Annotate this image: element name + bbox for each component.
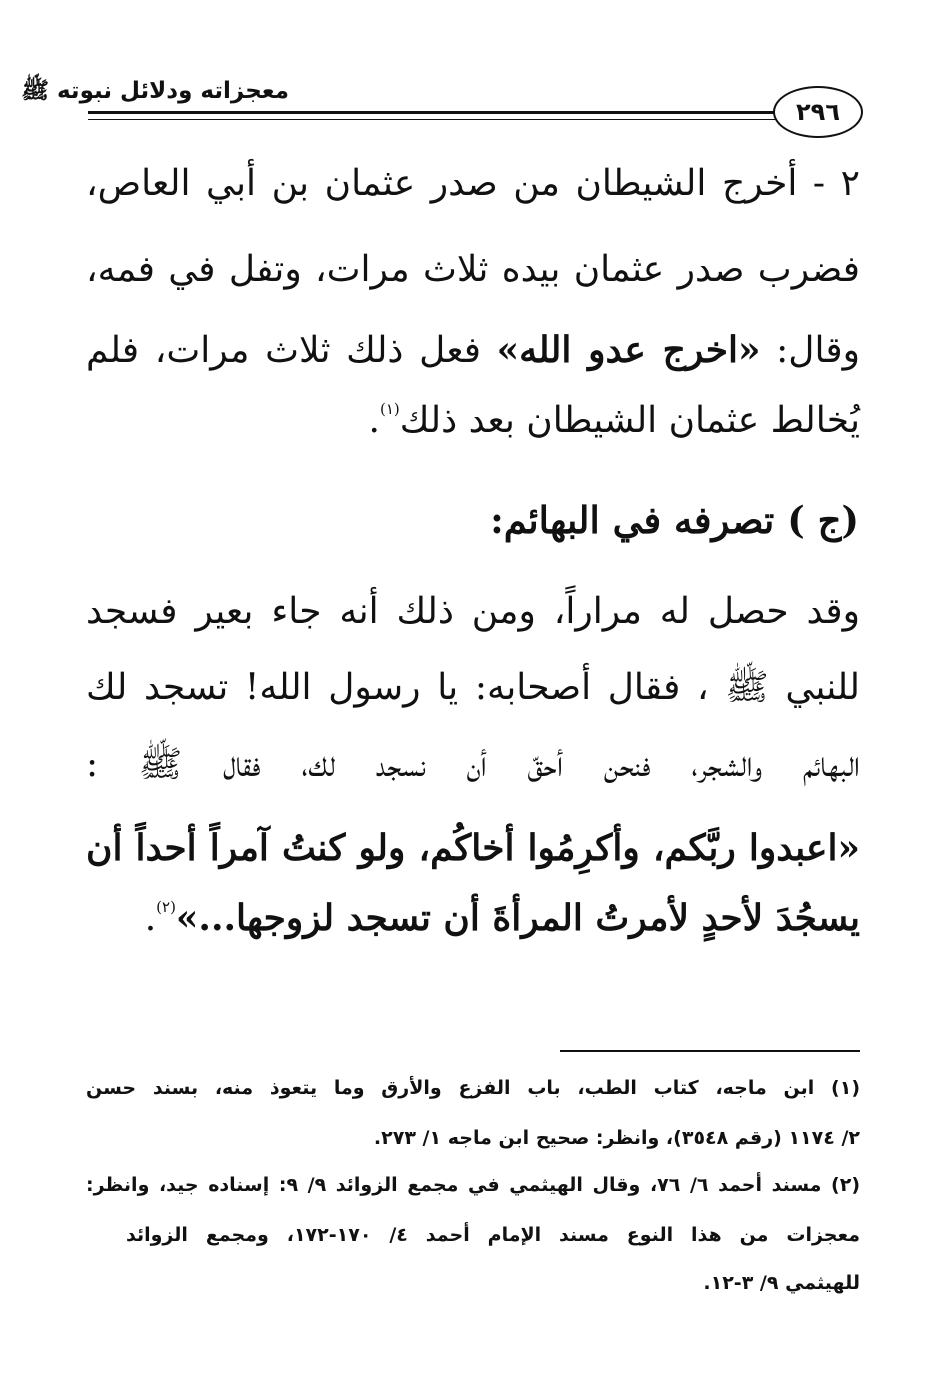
- hadith-line-2-text: يسجُدَ لأحدٍ لأمرتُ المرأةَ أن تسجد لزوجها...»: [175, 897, 860, 939]
- footnote-2-line-1: (٢) مسند أحمد ٦/ ٧٦، وقال الهيثمي في مجمع الزوائد ٩/ ٩: إسناده جيد، وانظر:: [86, 1174, 860, 1196]
- section-heading: (ج ) تصرفه في البهائم:: [490, 498, 859, 542]
- quote-get-out: «اخرج عدو الله»: [496, 329, 761, 371]
- header-rule-thick: [88, 111, 778, 114]
- page-number-text: ٢٩٦: [796, 98, 840, 126]
- paragraph-1-line-3: [86, 329, 861, 371]
- paragraph-1-period: .: [368, 400, 380, 441]
- hadith-line-1: «اعبدوا ربَّكم، وأكرِمُوا أخاكُم، ولو كنتُ آمراً أحداً أن: [86, 827, 860, 869]
- footnote-2-line-3: للهيثمي ٩/ ٣-١٢.: [703, 1272, 860, 1294]
- paragraph-2-period: .: [144, 898, 157, 939]
- paragraph-1-line-4-text: يُخالط عثمان الشيطان بعد ذلك: [399, 400, 860, 441]
- header-rule-thin: [88, 119, 778, 120]
- paragraph-1-line-1: ٢ - أخرج الشيطان من صدر عثمان بن أبي العاص،: [86, 163, 860, 204]
- paragraph-1-line-3-rest: فعل ذلك ثلاث مرات، فلم: [86, 330, 481, 371]
- footnote-ref-1[interactable]: (١): [380, 400, 400, 418]
- said-label: وقال:: [776, 330, 861, 371]
- footnote-ref-2[interactable]: (٢): [156, 898, 176, 916]
- paragraph-2-line-1: وقد حصل له مراراً، ومن ذلك أنه جاء بعير فسجد: [86, 591, 860, 632]
- hadith-line-2: [86, 897, 860, 939]
- paragraph-2-line-2: للنبي ﷺ ، فقال أصحابه: يا رسول الله! تسجد لك: [86, 667, 860, 708]
- paragraph-1-line-4: [86, 402, 860, 439]
- footnote-1-line-2: ٢/ ١١٧٤ (رقم ٣٥٤٨)، وانظر: صحيح ابن ماجه ١/ ٢٧٣.: [373, 1127, 860, 1149]
- footnote-separator: [560, 1050, 860, 1052]
- paragraph-2-line-3: البهائم والشجر، فنحن أحقّ أن نسجد لك، فقال ﷺ :: [86, 744, 860, 785]
- paragraph-1-line-2: فضرب صدر عثمان بيده ثلاث مرات، وتفل في فمه،: [86, 249, 860, 290]
- footnote-1-line-1: (١) ابن ماجه، كتاب الطب، باب الفزع والأرق وما يتعوذ منه، بسند حسن: [86, 1077, 860, 1099]
- running-title: معجزاته ودلائل نبوته ﷺ: [21, 78, 289, 104]
- page-number: [773, 86, 863, 138]
- footnote-2-line-2: معجزات من هذا النوع مسند الإمام أحمد ٤/ ١٧٠-١٧٢، ومجمع الزوائد: [126, 1224, 860, 1246]
